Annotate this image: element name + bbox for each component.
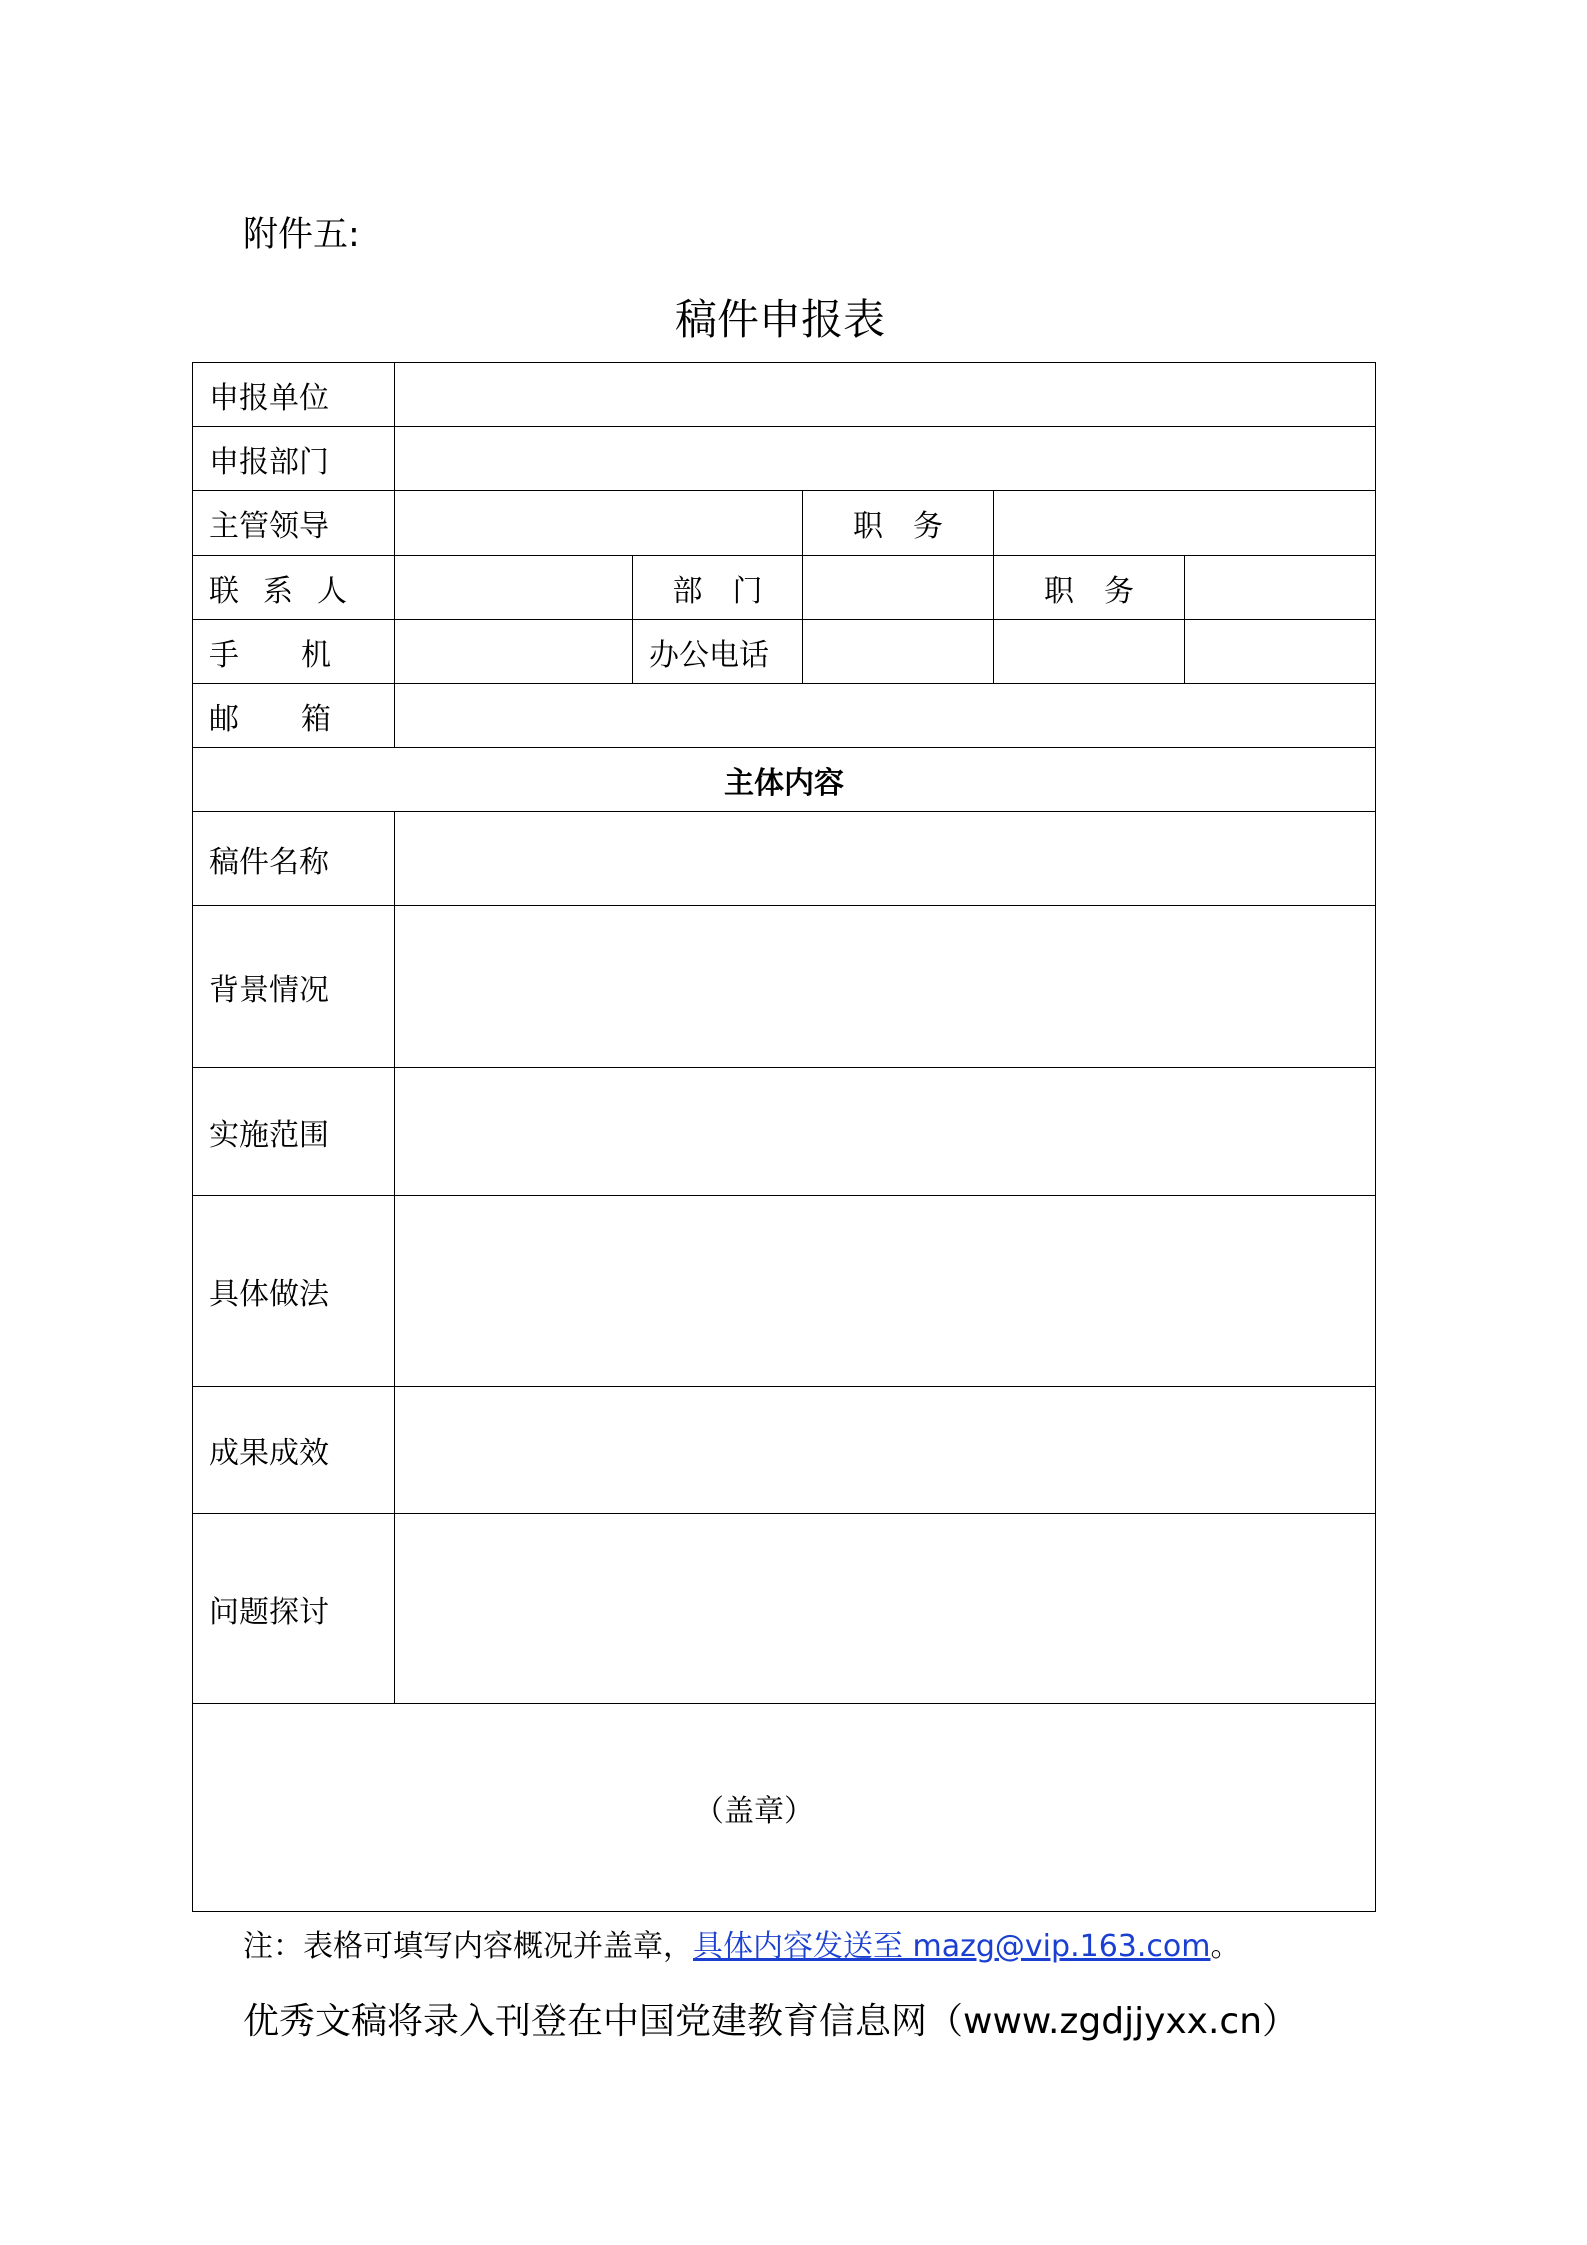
results-label: 成果成效 [193, 1387, 395, 1514]
office-phone-field[interactable] [803, 620, 994, 684]
attachment-label: 附件五: [243, 215, 360, 255]
practice-field[interactable] [395, 1196, 1376, 1387]
applicant-dept-field[interactable] [395, 427, 1376, 491]
manuscript-name-field[interactable] [395, 812, 1376, 906]
background-label: 背景情况 [193, 906, 395, 1068]
row-results [193, 1387, 1376, 1514]
scope-field[interactable] [395, 1068, 1376, 1196]
practice-label: 具体做法 [193, 1196, 395, 1387]
contact-label: 联系人 [193, 556, 395, 620]
issues-field[interactable] [395, 1514, 1376, 1704]
email-label: 邮箱 [193, 684, 395, 748]
row-applicant-unit [193, 363, 1376, 427]
manuscript-name-label: 稿件名称 [193, 812, 395, 906]
email-field[interactable] [395, 684, 1376, 748]
results-field[interactable] [395, 1387, 1376, 1514]
section-heading: 主体内容 [193, 748, 1376, 812]
row-manuscript-name [193, 812, 1376, 906]
note-prefix: 注：表格可填写内容概况并盖章， [243, 1929, 693, 1964]
office-phone-label: 办公电话 [633, 620, 803, 684]
leader-field[interactable] [395, 491, 803, 556]
row-email [193, 684, 1376, 748]
email-link[interactable]: 具体内容发送至 mazg@vip.163.com [693, 1929, 1211, 1964]
issues-label: 问题探讨 [193, 1514, 395, 1704]
publish-line: 优秀文稿将录入刊登在中国党建教育信息网（www.zgdjjyxx.cn） [243, 2001, 1299, 2042]
contact-field[interactable] [395, 556, 633, 620]
row-background [193, 906, 1376, 1068]
row-practice [193, 1196, 1376, 1387]
row-applicant-dept [193, 427, 1376, 491]
applicant-unit-label: 申报单位 [193, 363, 395, 427]
row-section-heading [193, 748, 1376, 812]
leader-position-field[interactable] [994, 491, 1376, 556]
leader-label: 主管领导 [193, 491, 395, 556]
contact-department-label: 部 门 [633, 556, 803, 620]
background-field[interactable] [395, 906, 1376, 1068]
footer-note [243, 1925, 1240, 1969]
form-title: 稿件申报表 [674, 295, 885, 344]
mobile-field[interactable] [395, 620, 633, 684]
row-leader [193, 491, 1376, 556]
row-issues [193, 1514, 1376, 1704]
leader-position-label: 职 务 [803, 491, 994, 556]
submission-form-table [192, 362, 1376, 1912]
row-mobile [193, 620, 1376, 684]
row-contact [193, 556, 1376, 620]
row-scope [193, 1068, 1376, 1196]
contact-position-label: 职 务 [994, 556, 1185, 620]
applicant-dept-label: 申报部门 [193, 427, 395, 491]
note-suffix: 。 [1210, 1929, 1241, 1964]
mobile-label: 手机 [193, 620, 395, 684]
contact-position-field[interactable] [1185, 556, 1376, 620]
row-seal [193, 1704, 1376, 1912]
extra-field-2[interactable] [1185, 620, 1376, 684]
seal-label: （盖章） [193, 1704, 1376, 1912]
scope-label: 实施范围 [193, 1068, 395, 1196]
extra-field-1[interactable] [994, 620, 1185, 684]
contact-department-field[interactable] [803, 556, 994, 620]
applicant-unit-field[interactable] [395, 363, 1376, 427]
